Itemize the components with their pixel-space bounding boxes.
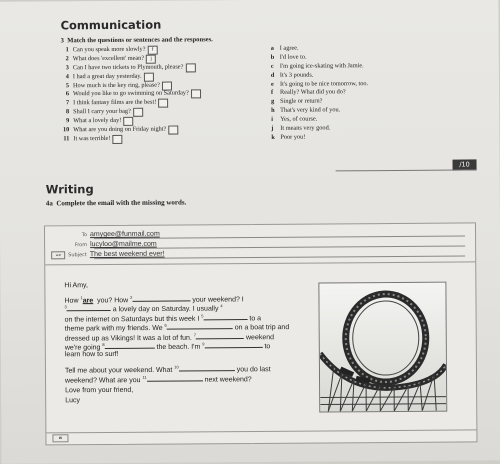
text: to bbox=[264, 343, 270, 350]
text: theme park with my friends. We bbox=[65, 325, 163, 333]
response-text: It's going to be nice tomorrow, too. bbox=[280, 80, 368, 88]
question-text: I had a great day yesterday. bbox=[73, 72, 142, 81]
response-text: Poor you! bbox=[280, 134, 305, 141]
response-letter: h bbox=[271, 107, 280, 116]
send-icon[interactable]: ✉ bbox=[52, 434, 68, 442]
question-text: Can I have two tickets to Plymouth, please? bbox=[73, 63, 184, 73]
from-value: lucyloo@mailme.com bbox=[90, 241, 157, 248]
exercise-3-instruction bbox=[61, 36, 213, 44]
writing-title: Writing bbox=[46, 182, 94, 196]
score-divider bbox=[336, 169, 477, 171]
answer-1: are bbox=[83, 297, 94, 304]
answer-box[interactable]: f bbox=[147, 46, 157, 55]
answer-box[interactable] bbox=[168, 125, 178, 134]
text: a lovely day on Saturday. I usually bbox=[113, 306, 219, 314]
response-text: It's 3 pounds. bbox=[280, 71, 314, 78]
answer-box[interactable] bbox=[112, 135, 122, 144]
response-text: That's very kind of you. bbox=[280, 107, 340, 114]
question-text: What are you doing on Friday night? bbox=[73, 126, 166, 136]
response-text: I'm going ice-skating with Jamie. bbox=[280, 62, 364, 70]
response-text: I'd love to. bbox=[280, 53, 307, 60]
blank-8[interactable] bbox=[105, 341, 155, 349]
response-letter: d bbox=[271, 71, 280, 80]
response-item bbox=[271, 133, 431, 143]
exercise-number: 4a bbox=[46, 199, 53, 207]
answer-box[interactable]: j bbox=[146, 54, 156, 63]
to-label: To bbox=[51, 232, 87, 238]
answer-box[interactable] bbox=[133, 108, 143, 117]
response-letter: c bbox=[271, 63, 280, 72]
response-letter: k bbox=[271, 134, 280, 143]
text: on a boat trip and bbox=[235, 324, 290, 331]
question-number: 5 bbox=[57, 82, 69, 91]
response-letter: j bbox=[271, 125, 280, 134]
header-divider bbox=[45, 261, 475, 265]
question-number: 7 bbox=[57, 100, 69, 109]
blank-6[interactable] bbox=[167, 321, 233, 329]
blank-number: 5 bbox=[201, 313, 203, 318]
responses-list bbox=[271, 44, 432, 143]
blank-number: 2 bbox=[130, 295, 132, 300]
text: your weekend? I bbox=[192, 296, 243, 303]
question-text: What a lovely day! bbox=[73, 117, 121, 126]
response-text: Single or return? bbox=[280, 98, 322, 105]
blank-10[interactable] bbox=[179, 363, 235, 371]
response-letter: e bbox=[271, 80, 280, 89]
blank-number: 11 bbox=[142, 375, 146, 380]
roller-coaster-photo bbox=[318, 282, 447, 413]
question-text: What does 'excellent' mean? bbox=[73, 55, 144, 64]
text: Tell me about your weekend. What bbox=[65, 367, 172, 375]
answer-box[interactable] bbox=[158, 99, 168, 108]
text: you do last bbox=[237, 366, 271, 373]
email-footer-divider bbox=[46, 429, 476, 433]
questions-list bbox=[57, 45, 268, 144]
response-text: Yes, of course. bbox=[280, 116, 317, 123]
question-number: 6 bbox=[57, 91, 69, 100]
text: How bbox=[64, 298, 78, 305]
blank-number: 3 bbox=[65, 304, 67, 309]
response-text: Really? What did you do? bbox=[280, 89, 346, 96]
email-line-7: learn how to surf! bbox=[65, 349, 320, 360]
text: weekend? What are you bbox=[65, 377, 141, 385]
question-text: Shall I carry your bag? bbox=[73, 108, 131, 117]
response-letter: f bbox=[271, 89, 280, 98]
exercise-number: 3 bbox=[61, 37, 64, 44]
response-letter: i bbox=[271, 116, 280, 125]
response-letter: b bbox=[271, 54, 280, 63]
communication-title: Communication bbox=[61, 18, 162, 33]
subject-row bbox=[51, 247, 471, 259]
blank-number: 1 bbox=[80, 295, 82, 300]
email-closing: Love from your friend, bbox=[65, 385, 320, 396]
subject-value: The best weekend ever! bbox=[90, 251, 165, 259]
question-number: 4 bbox=[57, 73, 69, 82]
roller-coaster-image bbox=[319, 283, 446, 412]
question-number: 8 bbox=[57, 108, 69, 117]
question-number: 10 bbox=[57, 126, 69, 135]
response-letter: a bbox=[271, 45, 280, 54]
question-number: 3 bbox=[57, 64, 69, 73]
instruction-text: Match the questions or sentences and the responses. bbox=[67, 36, 213, 44]
text: weekend bbox=[246, 334, 274, 341]
blank-3[interactable] bbox=[67, 303, 111, 311]
response-letter: g bbox=[271, 98, 280, 107]
blank-11[interactable] bbox=[147, 374, 203, 382]
text: dressed up as Vikings! It was a lot of fun. bbox=[65, 335, 192, 343]
answer-box[interactable] bbox=[185, 63, 195, 72]
greeting: Hi Amy, bbox=[64, 280, 319, 291]
text: on the internet on Saturdays but this week I bbox=[65, 316, 200, 324]
question-number: 1 bbox=[57, 46, 69, 55]
question-text: I think fantasy films are the best! bbox=[73, 99, 156, 108]
blank-number: 4 bbox=[220, 303, 222, 308]
blank-number: 9 bbox=[202, 341, 204, 346]
question-text: It was terrible! bbox=[73, 135, 110, 144]
answer-box[interactable] bbox=[123, 117, 133, 126]
text: next weekend? bbox=[205, 376, 252, 383]
response-text: It means very good. bbox=[280, 124, 330, 131]
blank-number: 8 bbox=[102, 342, 104, 347]
from-label: From bbox=[51, 242, 87, 248]
dropdown-icon: ≡▾ bbox=[51, 251, 65, 259]
email-signature: Lucy bbox=[65, 395, 320, 406]
blank-number: 6 bbox=[164, 323, 166, 328]
blank-9[interactable] bbox=[204, 340, 262, 348]
text: the beach. I'm bbox=[157, 344, 201, 351]
answer-box[interactable] bbox=[191, 90, 201, 99]
instruction-text: Complete the email with the missing words. bbox=[56, 198, 186, 207]
email-window bbox=[44, 222, 478, 445]
text: to a bbox=[249, 315, 261, 322]
question-number: 9 bbox=[57, 117, 69, 126]
answer-box[interactable] bbox=[144, 72, 154, 81]
question-text: Can you speak more slowly? bbox=[73, 46, 146, 55]
question-number: 11 bbox=[57, 135, 69, 144]
question-number: 2 bbox=[57, 55, 69, 64]
question-item bbox=[57, 134, 267, 144]
response-text: I agree. bbox=[280, 45, 299, 52]
subject-label: Subject bbox=[68, 252, 87, 258]
text: we're going bbox=[65, 344, 101, 351]
blank-number: 10 bbox=[174, 365, 178, 370]
blank-number: 7 bbox=[194, 332, 196, 337]
question-text: Would you like to go swimming on Saturday? bbox=[73, 90, 189, 100]
to-value: amygee@funmail.com bbox=[90, 231, 160, 238]
question-text: How much is the key ring, please? bbox=[73, 81, 160, 91]
text: you? How bbox=[97, 297, 128, 304]
score-badge: /10 bbox=[453, 159, 477, 170]
exercise-4a-instruction bbox=[46, 198, 187, 207]
answer-box[interactable] bbox=[162, 81, 172, 90]
